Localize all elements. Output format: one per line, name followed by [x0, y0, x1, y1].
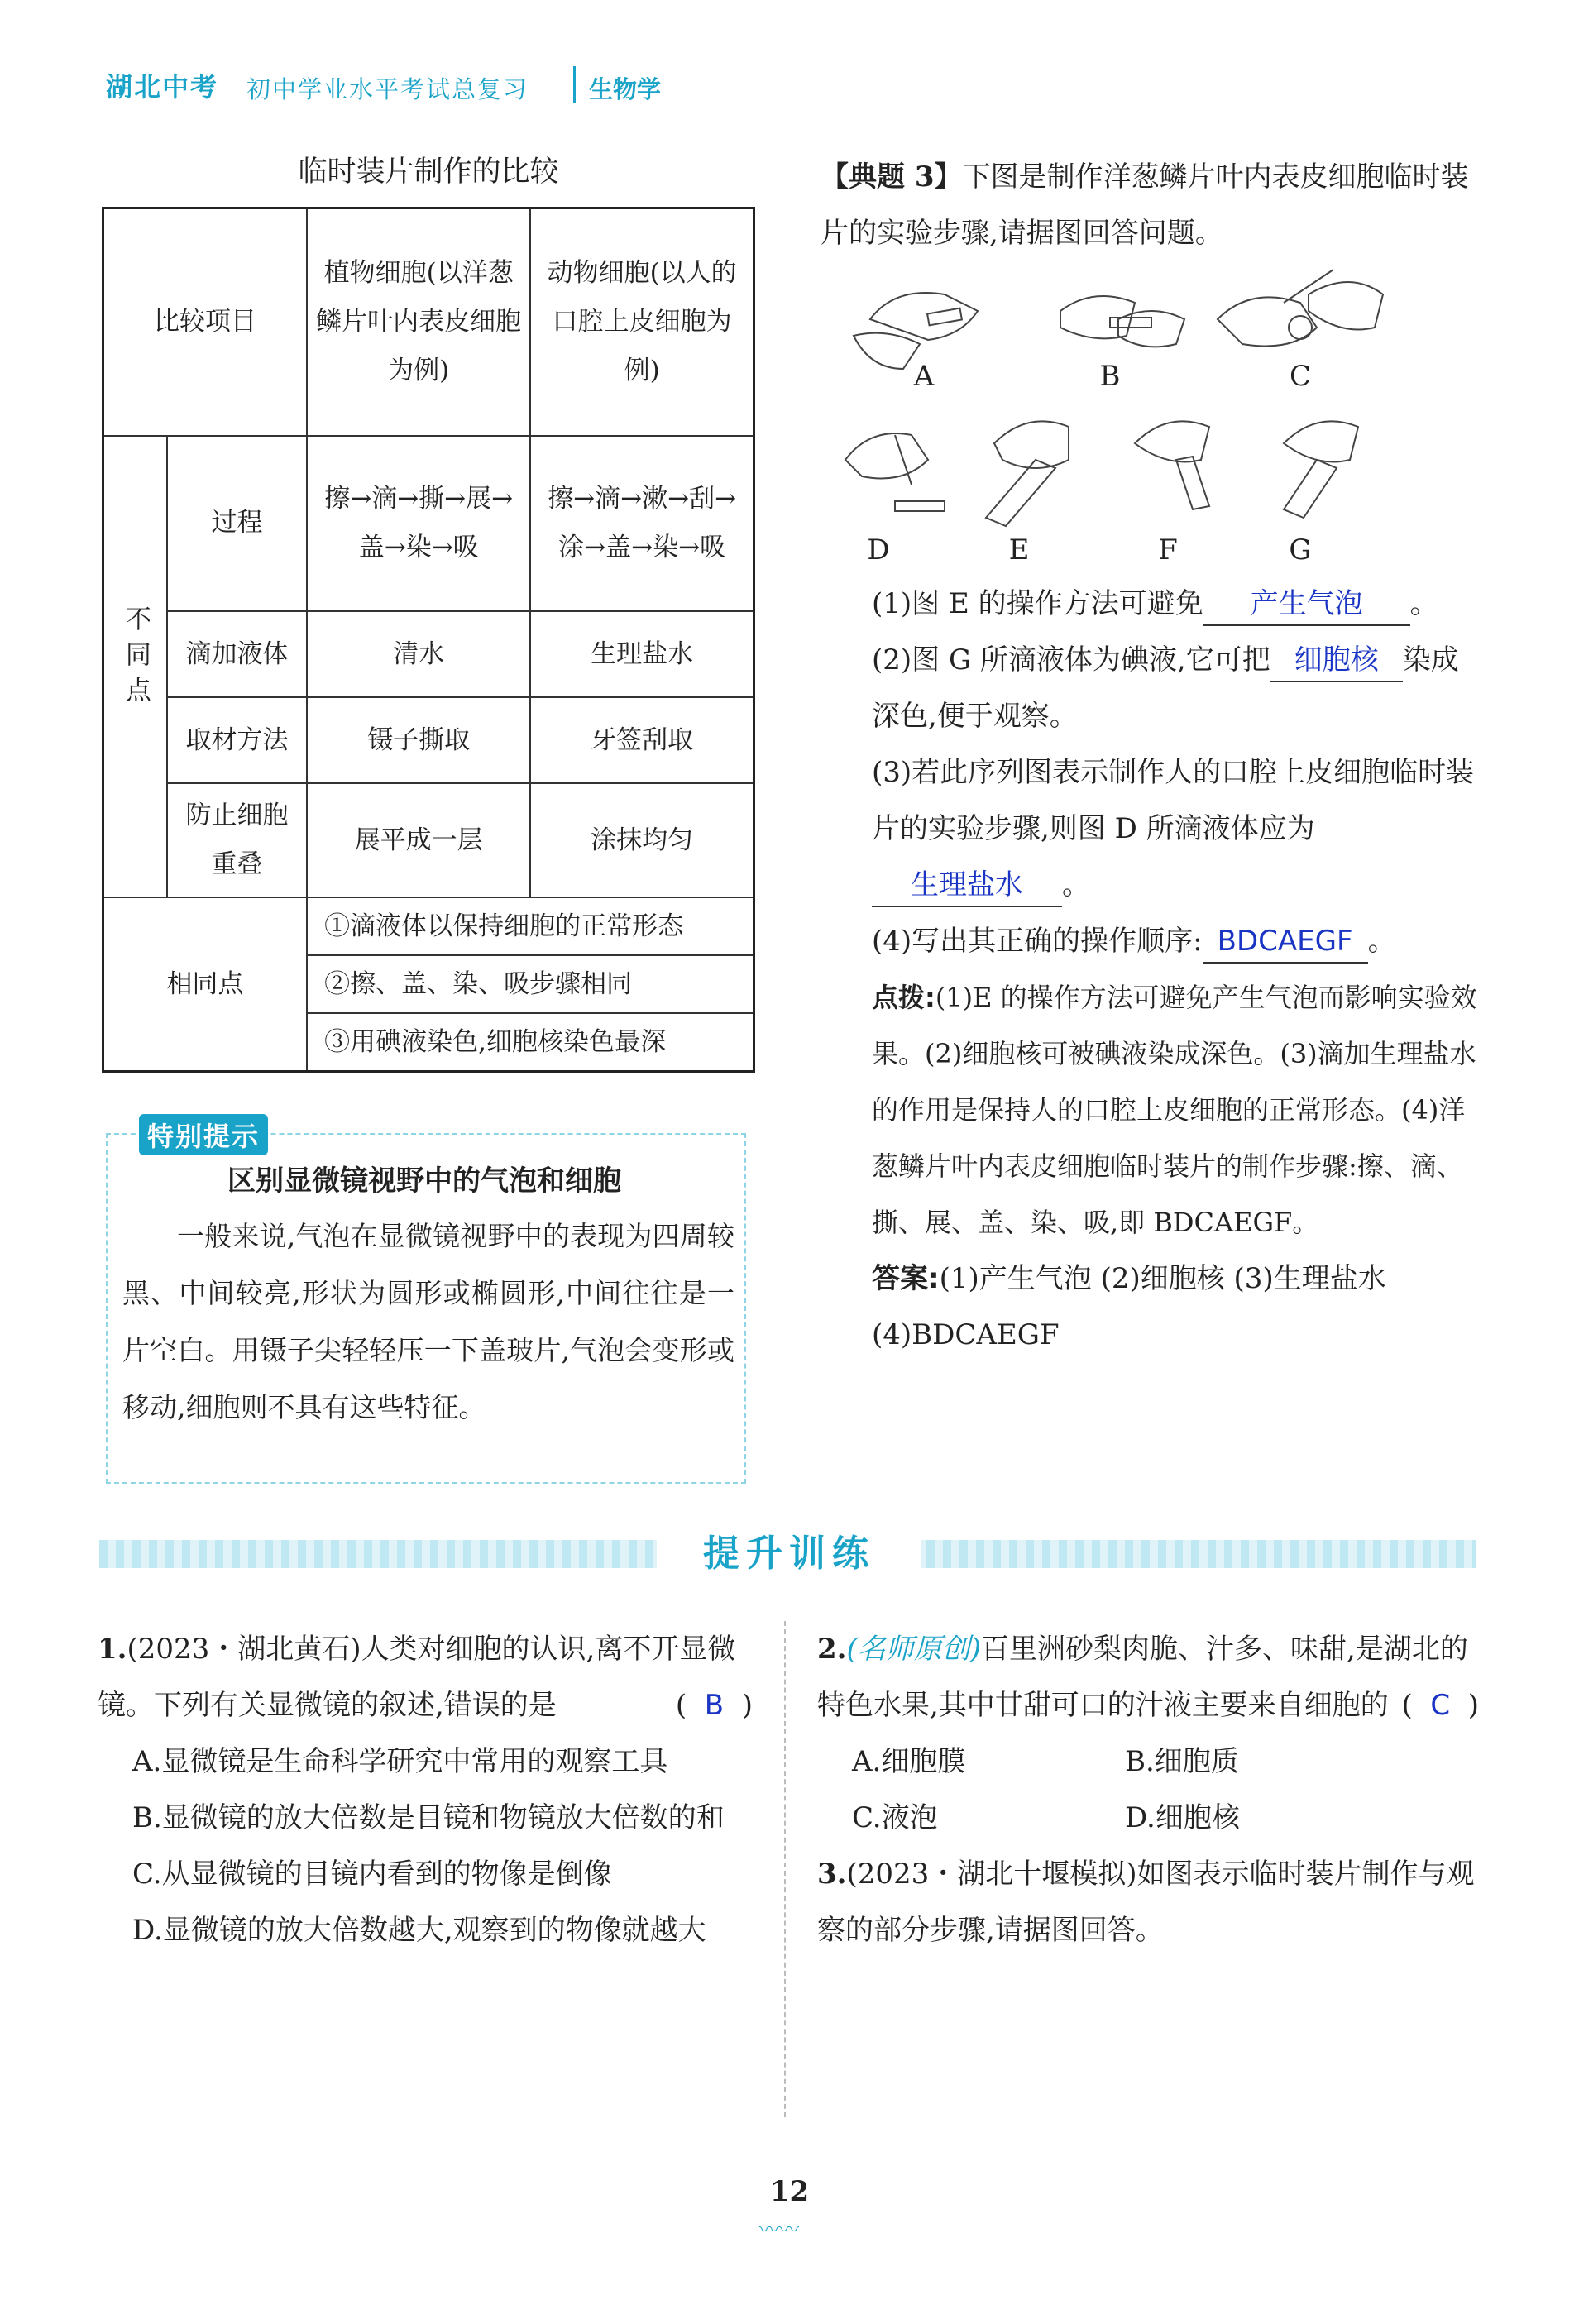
same-row: ②擦、盖、染、吸步骤相同: [307, 955, 754, 1013]
table-row: [103, 897, 754, 955]
example-label: 【典题 3】: [821, 160, 963, 194]
diff-label-cell: [103, 436, 167, 898]
header-subtitle: 初中学业水平考试总复习: [246, 75, 529, 103]
q4-answer-blank: BDCAEGF: [1203, 921, 1368, 964]
q3-answer-blank: 生理盐水: [872, 864, 1062, 907]
example-q1: [821, 576, 1482, 632]
q3-stem: [817, 1846, 1479, 1958]
row-animal: 生理盐水: [530, 611, 754, 697]
q1-option: D.显微镜的放大倍数越大,观察到的物像就越大: [132, 1914, 706, 1947]
comparison-table: [102, 207, 755, 1073]
q1-end: 。: [1409, 587, 1438, 620]
row-label: 滴加液体: [167, 611, 307, 697]
example-answer: [821, 1250, 1482, 1363]
section-title: 提升训练: [657, 1527, 921, 1581]
q2-answer-bracket: ( C ): [1401, 1689, 1479, 1722]
q3-source: (2023・湖北十堰模拟): [846, 1858, 1137, 1891]
q3-end: 。: [1062, 868, 1090, 901]
question-1: [98, 1621, 753, 1958]
wave-ornament-icon: 〰〰: [759, 2218, 799, 2241]
procedure-figure-svg: [821, 261, 1482, 576]
q2-answer-blank: 细胞核: [1270, 639, 1403, 682]
hand-a-icon: [854, 293, 978, 369]
tip-tag: 特别提示: [139, 1114, 268, 1155]
row-plant: 擦→滴→撕→展→盖→染→吸: [307, 436, 530, 611]
q1-num: 1.: [98, 1633, 127, 1666]
same-row: ③用碘液染色,细胞核染色最深: [307, 1013, 754, 1071]
q2-end: 染成深色,便于观察。: [872, 643, 1459, 733]
q2-option: D.细胞核: [1125, 1801, 1240, 1834]
hand-b-icon: [1060, 296, 1184, 347]
q3-num: 3.: [817, 1858, 847, 1891]
row-plant: 清水: [307, 611, 530, 697]
row-animal: 牙签刮取: [530, 697, 754, 783]
table-row: [103, 783, 754, 897]
figure-label-g: G: [1289, 533, 1312, 567]
figure-label-a: A: [913, 360, 935, 393]
row-plant: 镊子撕取: [307, 697, 530, 783]
row-label: 过程: [167, 436, 307, 611]
q2-options-row: [817, 1790, 1479, 1846]
hand-f-icon: [1135, 421, 1209, 509]
page-number: 12: [769, 2175, 810, 2208]
q1-option: B.显微镜的放大倍数是目镜和物镜放大倍数的和: [132, 1801, 725, 1834]
head-item: 比较项目: [103, 208, 308, 436]
row-plant: 展平成一层: [307, 783, 530, 897]
hand-d-icon: [845, 433, 945, 511]
hint-label: 点拨:: [872, 982, 935, 1013]
q3-text: (3)若此序列图表示制作人的口腔上皮细胞临时装片的实验步骤,则图 D 所滴液体应为: [872, 756, 1475, 845]
example-q2: [821, 632, 1482, 744]
q4-end: 。: [1367, 925, 1396, 958]
example-stem-line: [821, 149, 1482, 261]
table-row: [103, 436, 754, 611]
q2-option: B.细胞质: [1125, 1745, 1239, 1778]
q2-num: 2.: [817, 1633, 847, 1666]
hand-g-icon: [1284, 421, 1358, 518]
q1-answer: B: [704, 1689, 725, 1722]
q1-source: (2023・湖北黄石): [127, 1633, 361, 1666]
figure-label-c: C: [1289, 360, 1312, 393]
figure-label-e: E: [1008, 533, 1030, 567]
example-q3: [821, 744, 1482, 913]
answer-text: (1)产生气泡 (2)细胞核 (3)生理盐水 (4)BDCAEGF: [872, 1262, 1386, 1351]
same-row: ①滴液体以保持细胞的正常形态: [307, 897, 754, 955]
table-row: [103, 611, 754, 697]
example-block: [821, 149, 1482, 1363]
tip-body: 一般来说,气泡在显微镜视野中的表现为四周较黑、中间较亮,形状为圆形或椭圆形,中间往往是一片空白。用镊子尖轻轻压一下盖玻片,气泡会变形或移动,细胞则不具有这些特征。: [122, 1220, 734, 1423]
same-label: 相同点: [103, 897, 308, 1071]
table-title: 临时装片制作的比较: [298, 155, 559, 189]
row-label: 防止细胞重叠: [167, 783, 307, 897]
hand-c-icon: [1218, 270, 1383, 347]
q1-option: C.从显微镜的目镜内看到的物像是倒像: [132, 1858, 612, 1891]
q2-answer: C: [1430, 1689, 1451, 1722]
q1-answer-bracket: ( B ): [675, 1689, 753, 1722]
q3-stem-text: 如图表示临时装片制作与观察的部分步骤,请据图回答。: [817, 1858, 1475, 1947]
hint-text: (1)E 的操作方法可避免产生气泡而影响实验效果。(2)细胞核可被碘液染成深色。(3)滴加生理盐水的作用是保持人的口腔上皮细胞的正常形态。(4)洋葱鳞片叶内表皮细胞临时装片的制作步骤:擦、滴、撕、展、盖、染、吸,即 BDCAEGF。: [872, 982, 1477, 1238]
example-stem: 下图是制作洋葱鳞片叶内表皮细胞临时装片的实验步骤,请据图回答问题。: [821, 160, 1469, 250]
header-divider: [573, 66, 576, 103]
tip-title: 区别显微镜视野中的气泡和细胞: [227, 1164, 621, 1198]
head-plant: 植物细胞(以洋葱鳞片叶内表皮细胞为例): [307, 208, 530, 436]
q1-text: (1)图 E 的操作方法可避免: [872, 587, 1203, 620]
row-animal: 擦→滴→漱→刮→涂→盖→染→吸: [530, 436, 754, 611]
diff-label: 不同点: [120, 605, 151, 712]
q4-text: (4)写出其正确的操作顺序:: [872, 925, 1203, 958]
q2-source: (名师原创): [846, 1633, 982, 1666]
row-label: 取材方法: [167, 697, 307, 783]
q2-option: C.液泡: [852, 1801, 938, 1834]
hand-e-icon: [986, 421, 1069, 526]
figure-label-b: B: [1099, 360, 1121, 393]
row-animal: 涂抹均匀: [530, 783, 754, 897]
head-animal: 动物细胞(以人的口腔上皮细胞为例): [530, 208, 754, 436]
question-2-3: [817, 1621, 1479, 1958]
header-subject: 生物学: [589, 75, 662, 103]
q2-text: (2)图 G 所滴液体为碘液,它可把: [872, 643, 1270, 677]
q1-option: A.显微镜是生命科学研究中常用的观察工具: [132, 1745, 668, 1778]
example-q4: [821, 913, 1482, 969]
q1-answer-blank: 产生气泡: [1203, 583, 1410, 626]
figure-label-d: D: [867, 533, 890, 567]
q2-option: A.细胞膜: [852, 1745, 966, 1778]
q2-stem: [817, 1621, 1479, 1733]
q2-stem-text: 百里洲砂梨肉脆、汁多、味甜,是湖北的特色水果,其中甘甜可口的汁液主要来自细胞的: [817, 1633, 1468, 1722]
procedure-figure: [821, 261, 1482, 576]
table-header-row: [103, 208, 754, 436]
example-hint: [821, 969, 1482, 1250]
table-row: [103, 697, 754, 783]
q1-stem-text: 人类对细胞的认识,离不开显微镜。下列有关显微镜的叙述,错误的是: [98, 1633, 736, 1722]
header-brand: 湖北中考: [106, 71, 219, 103]
q2-options-row: [817, 1733, 1479, 1790]
column-divider: [784, 1621, 786, 2117]
answer-label: 答案:: [872, 1262, 940, 1295]
figure-label-f: F: [1158, 533, 1178, 567]
q1-stem: [98, 1621, 753, 1733]
